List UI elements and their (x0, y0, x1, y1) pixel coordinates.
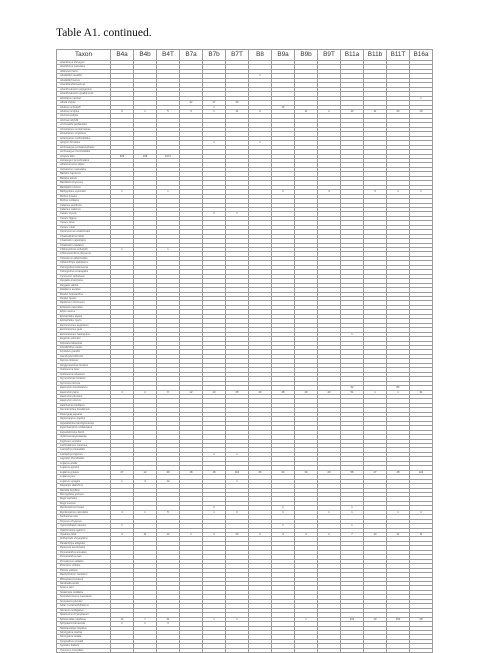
count-cell: 10 (410, 109, 433, 113)
column-header: B7b (203, 50, 226, 61)
count-cell: 11 (295, 109, 318, 113)
taxon-cell: Centropomus undecimalis (57, 230, 111, 234)
count-cell (410, 648, 433, 652)
count-cell: 28 (387, 470, 410, 474)
taxon-cell: Pomacanthus paru (57, 555, 111, 559)
taxon-cell: Hypoatherina harringtonensis (57, 421, 111, 425)
taxon-cell: Diodon holocanthus (57, 292, 111, 296)
taxon-cell: Rachycentron canadum (57, 573, 111, 577)
taxon-cell: Floridichthys carpio (57, 346, 111, 350)
count-cell: 1 (226, 479, 249, 483)
taxon-cell: Strongylura notata (57, 635, 111, 639)
taxon-cell: Nicholsina usta (57, 515, 111, 519)
count-cell: 4 (111, 109, 134, 113)
count-cell: 3 (134, 479, 157, 483)
taxon-cell: Gerres cinereus (57, 359, 111, 363)
count-cell: 2 (318, 533, 341, 537)
taxon-cell: Chaetodipterus faber (57, 234, 111, 238)
taxon-cell: Albula vulpes (57, 101, 111, 105)
count-cell: 1 (249, 74, 272, 78)
taxon-cell: Opisthonema oglinum (57, 528, 111, 532)
taxon-cell: Eucinostomus gula (57, 328, 111, 332)
taxon-cell: Scomberomorus maculatus (57, 595, 111, 599)
count-cell: 1 (157, 248, 180, 252)
taxon-cell: Balistes capriscus (57, 172, 111, 176)
taxon-cell: Stephanolepis hispidus (57, 626, 111, 630)
taxon-cell: Bairdiella chrysoura (57, 181, 111, 185)
table-row (57, 648, 433, 652)
count-cell: 39 (157, 470, 180, 474)
taxon-cell: Microgobius gulosus (57, 492, 111, 496)
count-cell: 1 (226, 617, 249, 621)
taxon-cell: Anchoviella perfasciata (57, 123, 111, 127)
taxon-cell: Ogcocephalus nasutus (57, 524, 111, 528)
taxon-cell: Lachnolaimus maximus (57, 443, 111, 447)
taxon-cell: Echeneis naucrates (57, 305, 111, 309)
count-cell (272, 648, 295, 652)
count-cell: 2 (111, 622, 134, 626)
column-header: B9b (295, 50, 318, 61)
count-cell (387, 648, 410, 652)
count-cell: 17 (203, 101, 226, 105)
count-cell: 19 (364, 617, 387, 621)
taxon-cell: Abudefduf saxatilis (57, 74, 111, 78)
count-cell: 1 (226, 452, 249, 456)
count-cell: 1 (364, 390, 387, 394)
column-header: B4a (111, 50, 134, 61)
taxon-cell: Gobiosoma bosc (57, 368, 111, 372)
taxon-cell: Caranx ruber (57, 225, 111, 229)
taxon-cell: Lactophrys trigonus (57, 452, 111, 456)
taxon-cell: Calamus calamus (57, 207, 111, 211)
taxon-cell: Sphyraena barracuda (57, 622, 111, 626)
count-cell: 3 (249, 109, 272, 113)
taxon-cell: Anisotremus virginicus (57, 132, 111, 136)
taxon-cell: Serranus subligarius (57, 608, 111, 612)
taxon-cell: Chilomycterus schoepfii (57, 248, 111, 252)
taxon-cell: Ctenogobius boleosoma (57, 265, 111, 269)
taxon-cell: Sciaenops ocellatus (57, 590, 111, 594)
count-cell: 5 (249, 533, 272, 537)
count-cell: 8 (157, 390, 180, 394)
taxon-cell: Apogon binotatus (57, 141, 111, 145)
taxon-cell: Eucinostomus argenteus (57, 323, 111, 327)
taxon-cell: Balistes vetula (57, 176, 111, 180)
taxon-cell: Caranx hippos (57, 216, 111, 220)
count-cell: 1 (318, 510, 341, 514)
taxon-cell: Elops saurus (57, 310, 111, 314)
taxon-cell: Jenkinsia lamprotaenia (57, 435, 111, 439)
column-header: B16a (410, 50, 433, 61)
count-cell: 49 (226, 101, 249, 105)
count-cell: 1 (410, 96, 433, 100)
column-header: B9T (318, 50, 341, 61)
taxon-cell: Pterois volitans (57, 568, 111, 572)
count-cell: 1 (249, 141, 272, 145)
count-cell: 1 (111, 190, 134, 194)
count-cell: 1 (180, 533, 203, 537)
count-cell: 3 (318, 190, 341, 194)
count-cell: 1 (203, 141, 226, 145)
count-cell: 12 (134, 470, 157, 474)
column-header: B7a (180, 50, 203, 61)
count-cell: 1 (341, 524, 364, 528)
count-cell: 11 (134, 533, 157, 537)
count-cell (364, 648, 387, 652)
count-cell: 84 (387, 386, 410, 390)
count-cell: 28 (272, 390, 295, 394)
count-cell: 24 (387, 109, 410, 113)
count-cell: 43 (295, 390, 318, 394)
taxon-cell: Haemulon parra (57, 390, 111, 394)
count-cell: 34 (272, 470, 295, 474)
taxon-cell: Lagodon rhomboides (57, 457, 111, 461)
count-cell: 51 (341, 390, 364, 394)
count-cell: 1 (272, 510, 295, 514)
count-cell (134, 648, 157, 652)
taxon-table (56, 49, 433, 653)
count-cell: 7 (134, 617, 157, 621)
taxon-cell: Haemulon plumierii (57, 394, 111, 398)
taxon-cell: Chriodorus atherinoides (57, 256, 111, 260)
taxon-cell: Aetobatus narinari (57, 96, 111, 100)
taxon-cell: Prionotus scitulus (57, 564, 111, 568)
taxon-cell: Fistularia tabacaria (57, 341, 111, 345)
count-cell: 4 (295, 533, 318, 537)
count-cell: 32 (341, 386, 364, 390)
taxon-cell: Ablennes hians (57, 69, 111, 73)
taxon-cell: Pomacanthus arcuatus (57, 550, 111, 554)
taxon-cell: Mugil curema (57, 501, 111, 505)
count-cell: 1 (203, 452, 226, 456)
taxon-cell: Atherinomorus stipes (57, 163, 111, 167)
taxon-cell: Harengula jaguana (57, 412, 111, 416)
count-cell: 1 (157, 190, 180, 194)
taxon-cell: Bothus ocellatus (57, 199, 111, 203)
count-cell: 11 (387, 533, 410, 537)
taxon-cell: Gobiosoma robustum (57, 372, 111, 376)
taxon-cell: Acanthurus chirurgus (57, 61, 111, 65)
count-cell: 18 (203, 470, 226, 474)
taxon-cell: Ctenogobius smaragdus (57, 270, 111, 274)
taxon-cell: Scarus iseri (57, 586, 111, 590)
count-cell (318, 648, 341, 652)
taxon-cell: Bothus lunatus (57, 194, 111, 198)
count-cell: 20 (318, 470, 341, 474)
count-cell: 1 (111, 479, 134, 483)
count-cell (111, 648, 134, 652)
taxon-cell: Sphoeroides nephelus (57, 617, 111, 621)
taxon-cell: Chloroscombrus chrysurus (57, 252, 111, 256)
count-cell: 31 (410, 390, 433, 394)
taxon-cell: Mycteroperca microlepis (57, 510, 111, 514)
count-cell: 32 (180, 101, 203, 105)
count-cell (180, 648, 203, 652)
taxon-cell: Calamus arctifrons (57, 203, 111, 207)
count-cell: 1 (203, 617, 226, 621)
taxon-cell: Cynoscion nebulosus (57, 274, 111, 278)
header-row (57, 50, 433, 61)
column-header: B11b (364, 50, 387, 61)
taxon-cell: Gymnura micrura (57, 381, 111, 385)
count-cell: 1 (295, 617, 318, 621)
count-cell: 1 (341, 506, 364, 510)
taxon-cell: Hemiramphus brasiliensis (57, 408, 111, 412)
taxon-cell: Syngnathus scovelli (57, 639, 111, 643)
taxon-cell: Hippocampus erectus (57, 417, 111, 421)
taxon-cell: Lutjanus synagris (57, 479, 111, 483)
count-cell: 131 (341, 617, 364, 621)
taxon-cell: Gambusia holbrooki (57, 354, 111, 358)
taxon-cell: Pareques acuminatus (57, 546, 111, 550)
count-cell (157, 648, 180, 652)
count-cell (295, 648, 318, 652)
count-cell: 4 (134, 390, 157, 394)
count-cell: 3 (226, 510, 249, 514)
taxon-cell: Sardinella aurita (57, 582, 111, 586)
count-cell: 1 (111, 248, 134, 252)
count-cell: 5 (157, 510, 180, 514)
taxon-cell: Antennarius multiocellatus (57, 136, 111, 140)
taxon-cell: Haemulon aurolineatum (57, 386, 111, 390)
taxon-cell: Lutjanus apodus (57, 466, 111, 470)
count-cell: 11 (410, 533, 433, 537)
count-cell: 4 (272, 533, 295, 537)
count-cell: 4 (111, 533, 134, 537)
taxon-cell: Acanthurus coeruleus (57, 65, 111, 69)
count-cell: 1071 (157, 154, 180, 158)
count-cell: 12 (157, 479, 180, 483)
count-cell (249, 648, 272, 652)
count-cell: 7 (341, 533, 364, 537)
taxon-cell: Ginglymostoma cirratum (57, 363, 111, 367)
column-header: B11a (341, 50, 364, 61)
taxon-cell: Lactophrys bicaudalis (57, 448, 111, 452)
count-cell: 13 (364, 533, 387, 537)
table-body (57, 61, 433, 653)
count-cell: 43 (318, 390, 341, 394)
taxon-cell: Paralichthys albigutta (57, 541, 111, 545)
column-header: B11T (387, 50, 410, 61)
count-cell: 12 (157, 533, 180, 537)
count-cell: 150 (387, 617, 410, 621)
count-cell (226, 648, 249, 652)
count-cell: 25 (226, 390, 249, 394)
count-cell: 27 (111, 470, 134, 474)
count-cell: 3 (364, 190, 387, 194)
count-cell: 1 (387, 510, 410, 514)
column-header: B8 (249, 50, 272, 61)
count-cell: 124 (410, 470, 433, 474)
column-header: B4b (134, 50, 157, 61)
count-cell: 18 (180, 470, 203, 474)
taxon-cell: Bairdiella ronchus (57, 185, 111, 189)
column-header-taxon: Taxon (57, 50, 111, 61)
taxon-cell: Anchoa lyolepis (57, 114, 111, 118)
count-cell: 14 (111, 617, 134, 621)
taxon-cell: Anchoa mitchilli (57, 118, 111, 122)
taxon-cell: Eucinostomus harengulus (57, 332, 111, 336)
taxon-cell: Citharichthys spilopterus (57, 261, 111, 265)
taxon-cell: Opsanus beta (57, 533, 111, 537)
column-header: B4T (157, 50, 180, 61)
taxon-cell: Rhinoptera bonasus (57, 577, 111, 581)
count-cell: 1 (111, 524, 134, 528)
column-header: B7T (226, 50, 249, 61)
count-cell: 1 (134, 622, 157, 626)
count-cell: 11 (226, 109, 249, 113)
count-cell: 1 (134, 109, 157, 113)
taxon-cell: Epinephelus itajara (57, 314, 111, 318)
taxon-cell: Lutjanus griseus (57, 470, 111, 474)
taxon-cell: Acanthostracion quadricornis (57, 92, 111, 96)
count-cell: 3 (157, 622, 180, 626)
table-header (57, 50, 433, 61)
taxon-cell: Diplectrum formosum (57, 301, 111, 305)
taxon-cell: Halichoeres bivittatus (57, 403, 111, 407)
count-cell: 13 (203, 390, 226, 394)
count-cell: 13 (341, 109, 364, 113)
count-cell: 1 (410, 190, 433, 194)
count-cell: 1 (387, 390, 410, 394)
taxon-cell: Ariopsis felis (57, 154, 111, 158)
count-cell: 23 (226, 533, 249, 537)
count-cell: 1 (272, 524, 295, 528)
count-cell: 34 (295, 470, 318, 474)
count-cell: 12 (180, 390, 203, 394)
count-cell: 1 (272, 506, 295, 510)
taxon-cell: Ocyurus chrysurus (57, 519, 111, 523)
count-cell: 58 (341, 470, 364, 474)
taxon-cell: Abudefduf taurus (57, 78, 111, 82)
count-cell: 2 (272, 190, 295, 194)
taxon-cell: Gymnothorax funebris (57, 377, 111, 381)
count-cell: 1 (387, 190, 410, 194)
count-cell: 16 (272, 105, 295, 109)
taxon-cell: Caranx crysos (57, 212, 111, 216)
taxon-cell: Astrapogon puncticulatus (57, 158, 111, 162)
taxon-cell: Aluterus schoepfii (57, 105, 111, 109)
taxon-cell: Aluterus scriptus (57, 109, 111, 113)
count-cell (203, 648, 226, 652)
taxon-cell: Aulostomus maculatus (57, 167, 111, 171)
count-cell: 1 (203, 105, 226, 109)
count-cell: 4 (111, 510, 134, 514)
taxon-cell: Dasyatis americana (57, 279, 111, 283)
taxon-cell: Epinephelus morio (57, 319, 111, 323)
taxon-cell: Kyphosus sectator (57, 439, 111, 443)
count-cell: 3 (180, 109, 203, 113)
count-cell: 5 (157, 109, 180, 113)
count-cell: 20 (249, 390, 272, 394)
count-cell: 1 (226, 212, 249, 216)
taxon-cell: Dasyatis sabina (57, 283, 111, 287)
taxon-cell: Hyporhamphus unifasciatus (57, 426, 111, 430)
taxon-cell: Tylosurus crocodilus (57, 648, 111, 652)
taxon-cell: Archosargus probatocephalus (57, 145, 111, 149)
taxon-cell: Acanthemblemaria sp. (57, 83, 111, 87)
taxon-cell: Lutjanus analis (57, 461, 111, 465)
taxon-cell: Archosargus rhomboidalis (57, 150, 111, 154)
count-cell: 623 (111, 154, 134, 158)
taxon-cell: Mycteroperca bonaci (57, 506, 111, 510)
taxon-cell: Fundulus grandis (57, 350, 111, 354)
taxon-cell: Eugerres plumieri (57, 337, 111, 341)
taxon-cell: Anisotremus surinamensis (57, 127, 111, 131)
taxon-cell: Synodus foetens (57, 644, 111, 648)
taxon-cell: Scorpaena plumieri (57, 599, 111, 603)
count-cell: 2 (203, 212, 226, 216)
taxon-cell: Pomatomus saltatrix (57, 559, 111, 563)
count-cell: 1 (203, 510, 226, 514)
taxon-cell: Chaetodon capistratus (57, 239, 111, 243)
taxon-cell: Selar crumenophthalmus (57, 604, 111, 608)
count-cell: 2 (318, 109, 341, 113)
count-cell: 1 (341, 332, 364, 336)
taxon-cell: Megalops atlanticus (57, 484, 111, 488)
taxon-cell: Chaetodon ocellatus (57, 243, 111, 247)
taxon-cell: Caranx latus (57, 221, 111, 225)
count-cell (341, 648, 364, 652)
taxon-cell: Bathygobius soporator (57, 190, 111, 194)
taxon-cell: Sparisoma chrysopterum (57, 613, 111, 617)
count-cell: 28 (410, 617, 433, 621)
page-title: Table A1. continued. (56, 27, 152, 39)
taxon-cell: Diodon hystrix (57, 297, 111, 301)
count-cell: 11 (364, 109, 387, 113)
count-cell: 116 (226, 470, 249, 474)
taxon-cell: Hypsoblennius hentz (57, 430, 111, 434)
count-cell: 1 (341, 510, 364, 514)
count-cell: 4 (410, 510, 433, 514)
column-header: B9a (272, 50, 295, 61)
taxon-cell: Orthopristis chrysoptera (57, 537, 111, 541)
count-cell: 1 (134, 510, 157, 514)
taxon-cell: Lutjanus jocu (57, 475, 111, 479)
count-cell: 27 (364, 470, 387, 474)
count-cell: 21 (157, 617, 180, 621)
taxon-cell: Menidia beryllina (57, 488, 111, 492)
taxon-cell: Strongylura marina (57, 631, 111, 635)
count-cell: 2 (203, 506, 226, 510)
taxon-cell: Acanthostracion polygonius (57, 87, 111, 91)
taxon-cell: Diapterus auratus (57, 288, 111, 292)
count-cell: 4 (111, 390, 134, 394)
count-cell: 26 (249, 470, 272, 474)
count-cell: 338 (134, 154, 157, 158)
taxon-cell: Mugil cephalus (57, 497, 111, 501)
taxon-cell: Haemulon sciurus (57, 399, 111, 403)
count-cell: 1 (203, 109, 226, 113)
count-cell: 3 (203, 533, 226, 537)
